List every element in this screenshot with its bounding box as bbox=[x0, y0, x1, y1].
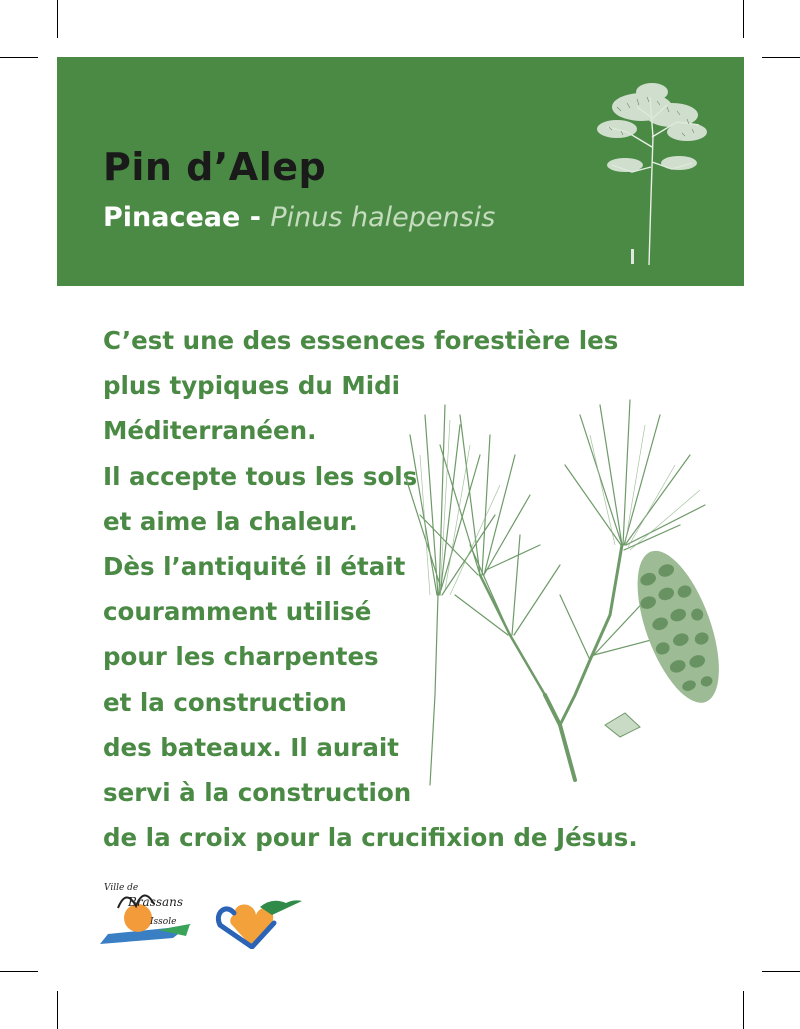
description-line: servi à la construction bbox=[103, 777, 412, 807]
description-line: C’est une des essences forestière les bbox=[103, 326, 619, 355]
description-line: pour les charpentes bbox=[103, 642, 379, 672]
header-band bbox=[57, 57, 744, 286]
description-line: des bateaux. Il aurait bbox=[103, 732, 400, 762]
crop-mark bbox=[762, 57, 800, 58]
pine-cone bbox=[621, 541, 720, 713]
crop-mark bbox=[743, 0, 744, 38]
svg-text:Ville de: Ville de bbox=[104, 883, 139, 893]
subtitle bbox=[103, 202, 495, 233]
page-title: Pin d’Alep bbox=[103, 145, 327, 189]
town-logo bbox=[98, 878, 193, 950]
crop-mark bbox=[57, 0, 58, 38]
description-line: et la construction bbox=[103, 687, 347, 717]
description-line: et aime la chaleur. bbox=[103, 506, 358, 536]
svg-text:Brassans: Brassans bbox=[128, 895, 184, 909]
description-line: Il accepte tous les sols bbox=[103, 461, 418, 491]
family-name: Pinaceae bbox=[103, 202, 241, 233]
description-line: Dès l’antiquité il était bbox=[103, 551, 406, 581]
svg-text:Issole: Issole bbox=[150, 917, 177, 927]
description-line: plus typiques du Midi bbox=[103, 371, 401, 401]
crop-mark bbox=[57, 991, 58, 1029]
pine-branch-illustration bbox=[400, 395, 720, 795]
crop-mark bbox=[0, 57, 38, 58]
description-line: de la croix pour la crucifixion de Jésus. bbox=[103, 823, 638, 853]
heart-logo bbox=[212, 893, 304, 949]
pine-tree-icon bbox=[587, 77, 717, 267]
subtitle-separator: - bbox=[240, 202, 271, 233]
crop-mark bbox=[743, 991, 744, 1029]
description-line: Méditerranéen. bbox=[103, 416, 317, 446]
description-line: couramment utilisé bbox=[103, 597, 372, 627]
crop-mark bbox=[762, 971, 800, 972]
latin-name: Pinus halepensis bbox=[270, 202, 496, 233]
crop-mark bbox=[0, 971, 38, 972]
